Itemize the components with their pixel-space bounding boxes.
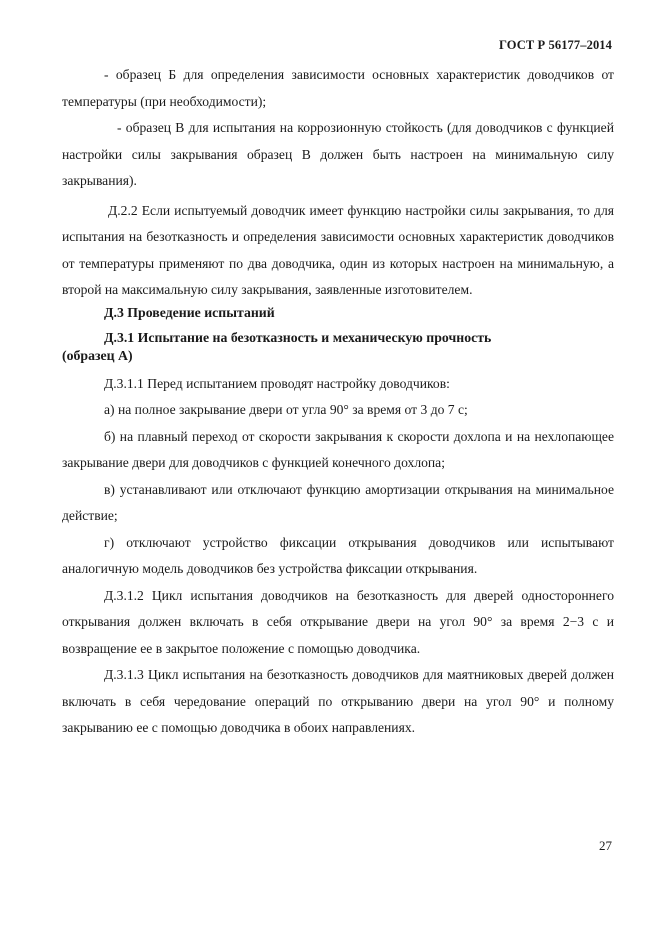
section-heading-d-3: Д.3 Проведение испытаний	[104, 304, 275, 320]
list-item-b: б) на плавный переход от скорости закрывания к скорости дохлопа и на нехлопающее закрывание двери для доводчиков с функцией конечного дохлопа;	[62, 428, 614, 470]
list-item-v: в) устанавливают или отключают функцию амортизации открывания на минимальное действие;	[62, 481, 614, 523]
list-item-g: г) отключают устройство фиксации открывания доводчиков или испытывают аналогичную модель доводчиков без устройства фиксации открывания.	[62, 534, 614, 576]
page-number: 27	[599, 838, 612, 853]
section-heading-d-3-1-line1: Д.3.1 Испытание на безотказность и механическую прочность	[104, 329, 492, 345]
paragraph-d-3-1-1: Д.3.1.1 Перед испытанием проводят настройку доводчиков:	[104, 375, 450, 391]
paragraph-sample-v: - образец В для испытания на коррозионную стойкость (для доводчиков с функцией настройки силы закрывания образец В должен быть настроен на минимальную силу закрывания).	[62, 120, 614, 188]
section-heading-d-3-1-line2: (образец А)	[62, 347, 133, 363]
paragraph-d-3-1-3: Д.3.1.3 Цикл испытания на безотказность доводчиков для маятниковых дверей должен включать в себя чередование операций по открыванию двери на угол 90° и полному закрыванию ее с помощью доводчика в обоих направлениях.	[62, 667, 614, 735]
paragraph-sample-b: - образец Б для определения зависимости основных характеристик доводчиков от температуры (при необходимости);	[62, 67, 614, 109]
section-heading-d-3-1	[62, 329, 614, 365]
page-content	[62, 62, 614, 742]
paragraph-d-2-2: Д.2.2 Если испытуемый доводчик имеет функцию настройки силы закрывания, то для испытания на безотказность и определения зависимости основных характеристик доводчиков от температуры применяют по два доводчика, один из которых настроен на минимальную, а второй на максимальную силу закрывания, заявленные изготовителем.	[62, 202, 614, 297]
list-item-a: а) на полное закрывание двери от угла 90° за время от 3 до 7 с;	[104, 402, 468, 417]
paragraph-d-3-1-2: Д.3.1.2 Цикл испытания доводчиков на безотказность для дверей одностороннего открывания должен включать в себя открывание двери на угол 90° за время 2−3 с и возвращение ее в закрытое положение с помощью доводчика.	[62, 587, 614, 656]
document-header: ГОСТ Р 56177–2014	[499, 38, 612, 52]
